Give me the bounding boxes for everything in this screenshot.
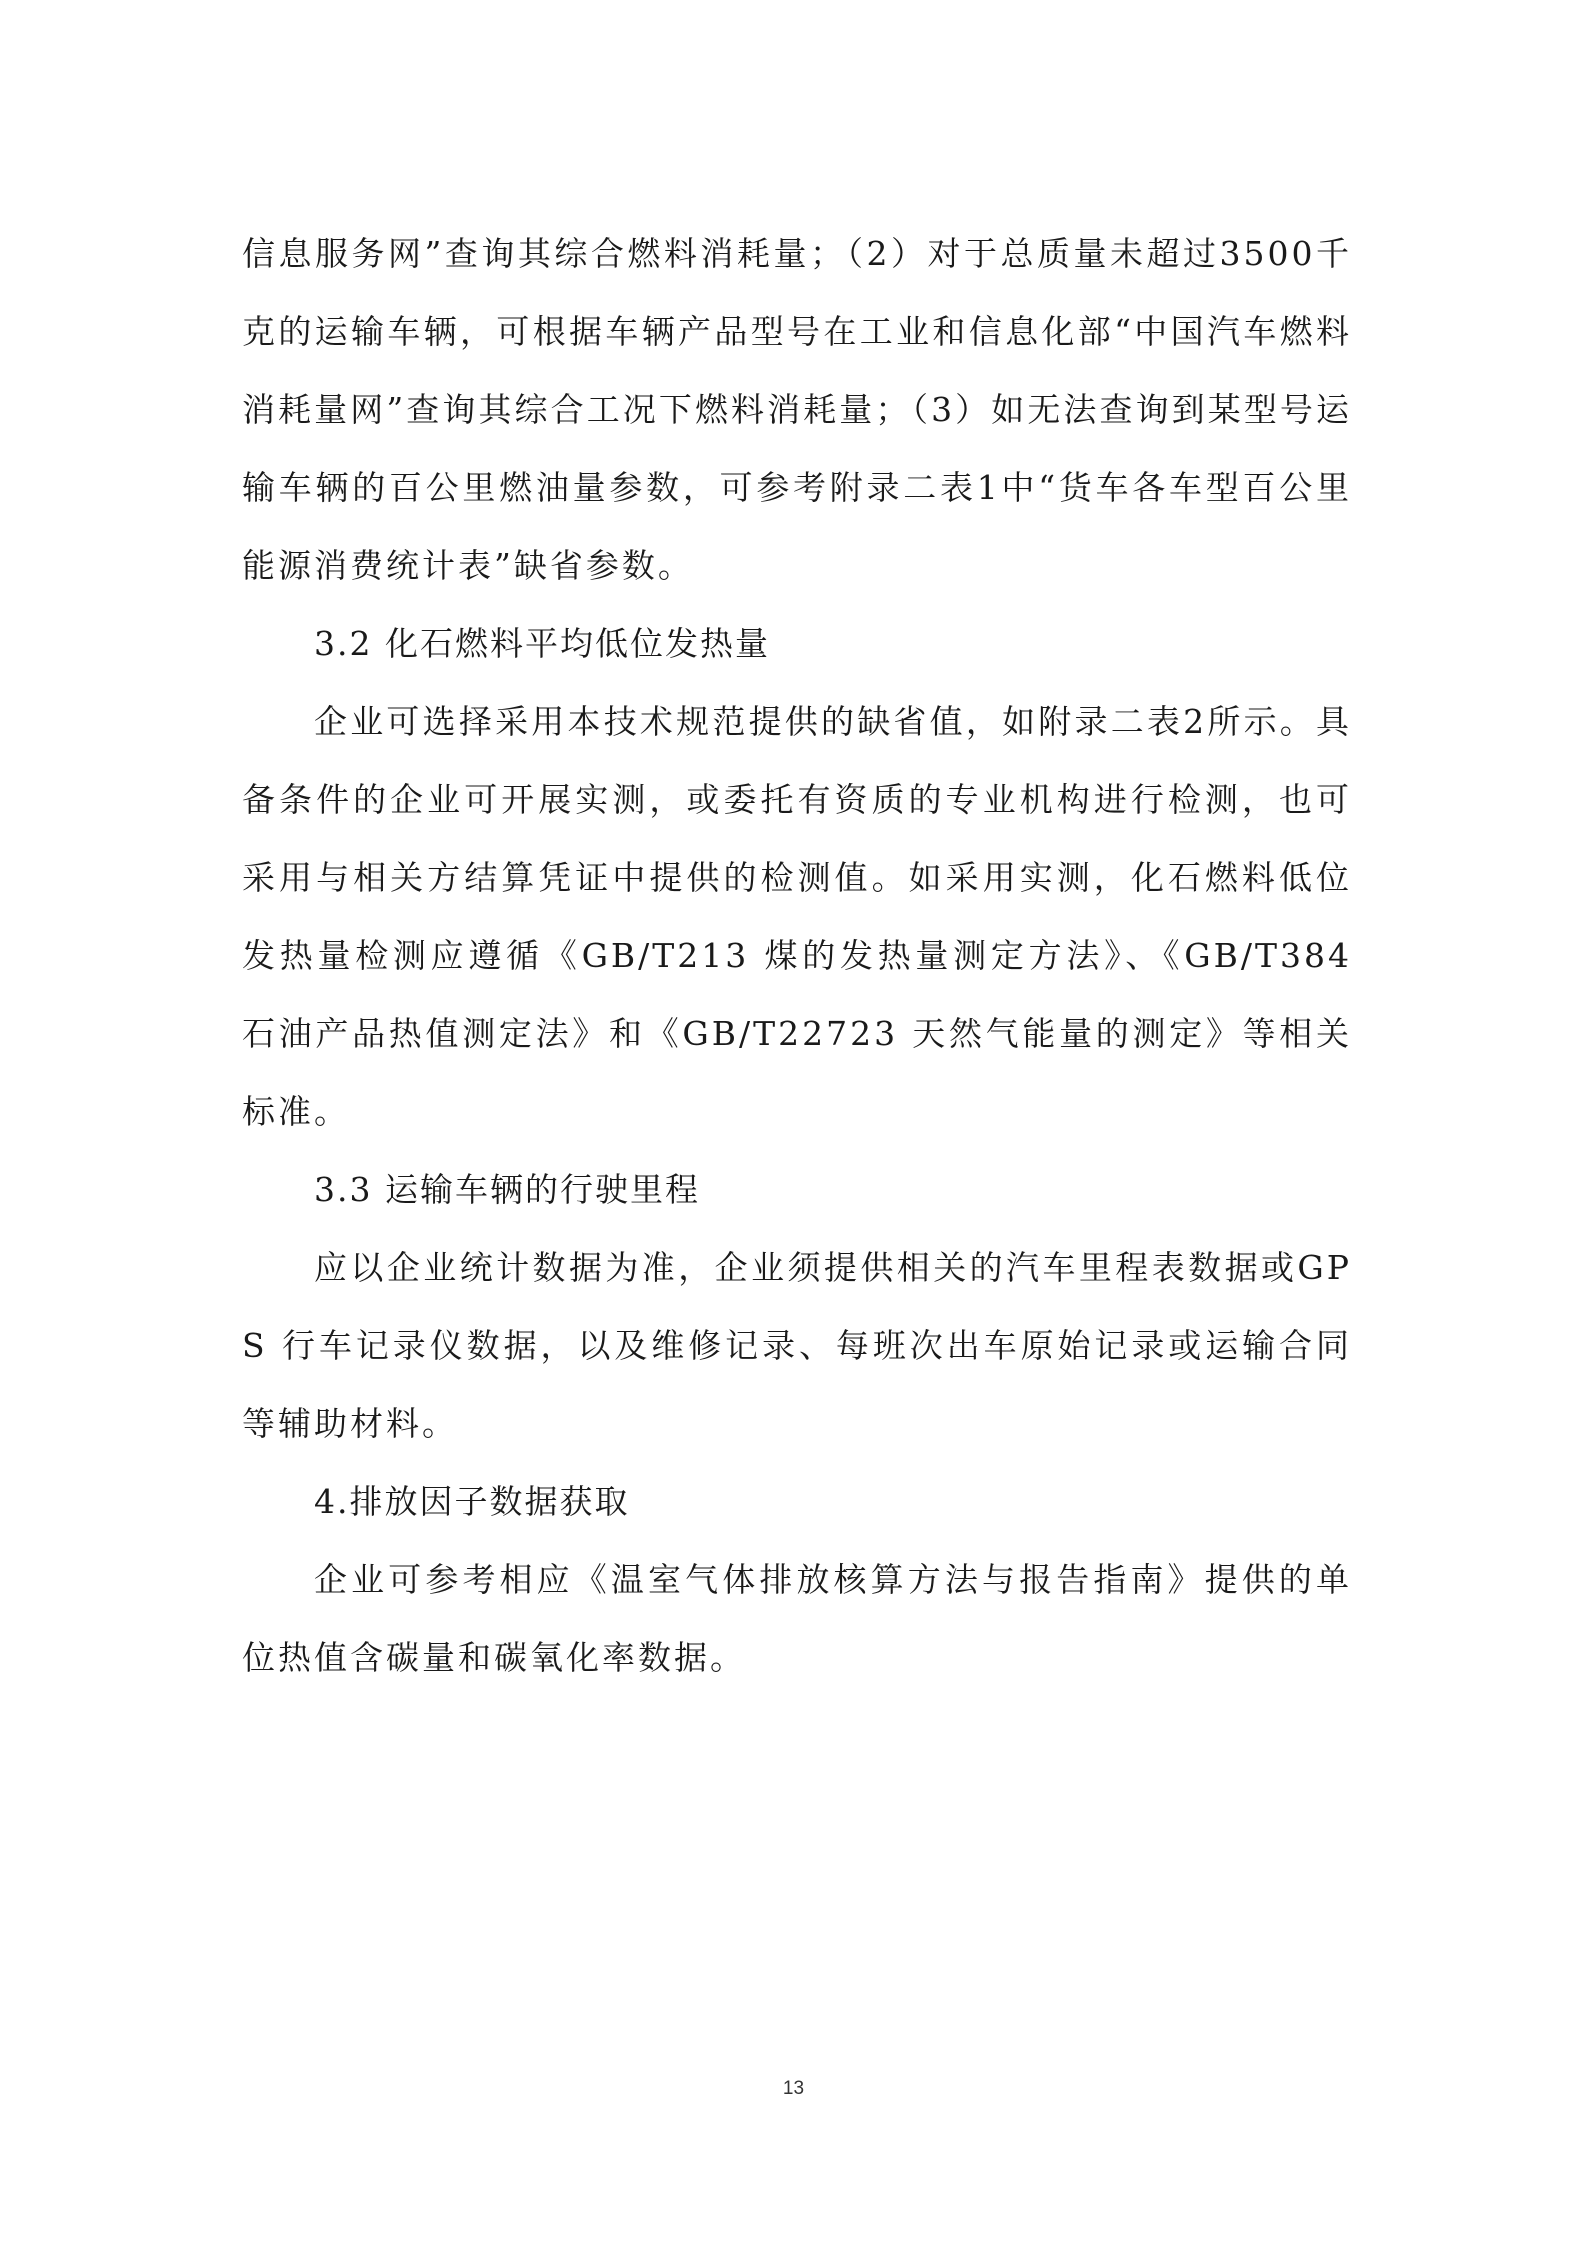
- section-heading-3-3: 3.3 运输车辆的行驶里程: [314, 1170, 700, 1209]
- paragraph-calorific-value: 企业可选择采用本技术规范提供的缺省值，如附录二表2所示。具备条件的企业可开展实测，或委托有资质的专业机构进行检测，也可采用与相关方结算凭证中提供的检测值。如采用实测，化石燃料低位发热量检测应遵循《GB/T213 煤的发热量测定方法》、《GB/T384 石油产品热值测定法》和《GB/T22723 天然气能量的测定》等相关标准。: [242, 702, 1352, 1131]
- document-body: [242, 215, 1352, 1697]
- section-heading-3-2: 3.2 化石燃料平均低位发热量: [314, 624, 770, 663]
- page-number: 13: [782, 2078, 805, 2099]
- paragraph-fuel-consumption-lookup: 信息服务网”查询其综合燃料消耗量；（2）对于总质量未超过3500千克的运输车辆，可根据车辆产品型号在工业和信息化部“中国汽车燃料消耗量网”查询其综合工况下燃料消耗量；（3）如无法查询到某型号运输车辆的百公里燃油量参数，可参考附录二表1中“货车各车型百公里能源消费统计表”缺省参数。: [242, 234, 1352, 585]
- paragraph-mileage: 应以企业统计数据为准，企业须提供相关的汽车里程表数据或GPS 行车记录仪数据，以及维修记录、每班次出车原始记录或运输合同等辅助材料。: [242, 1248, 1352, 1443]
- paragraph-emission-factor: 企业可参考相应《温室气体排放核算方法与报告指南》提供的单位热值含碳量和碳氧化率数据。: [242, 1560, 1352, 1677]
- section-heading-4: 4.排放因子数据获取: [314, 1482, 630, 1521]
